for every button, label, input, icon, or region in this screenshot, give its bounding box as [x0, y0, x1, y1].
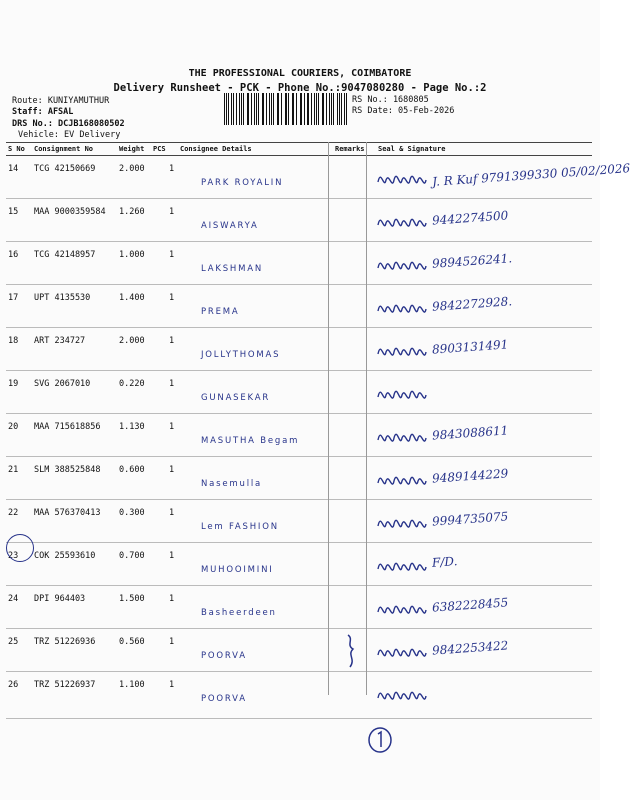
- cell-consignee: PARK ROYALIN: [201, 178, 284, 188]
- handwritten-signature: [372, 161, 631, 196]
- cell-sno: 26: [8, 680, 19, 690]
- runsheet-table: [6, 142, 631, 719]
- barcode-bar: [318, 93, 319, 125]
- vehicle-label: Vehicle: EV Delivery: [18, 130, 121, 140]
- barcode-bar: [236, 93, 237, 125]
- table-row: [6, 629, 592, 672]
- cell-pcs: 1: [169, 594, 175, 604]
- cell-sno: 19: [8, 379, 19, 389]
- cell-pcs: 1: [169, 422, 175, 432]
- route-label: Route: KUNIYAMUTHUR: [12, 96, 110, 106]
- cell-weight: 0.220: [119, 379, 145, 389]
- col-sno: S No: [8, 145, 25, 153]
- cell-consignee: JOLLYTHOMAS: [201, 350, 281, 360]
- handwritten-signature: [372, 463, 592, 497]
- col-consignee: Consignee Details: [180, 145, 252, 153]
- cell-consignment: TCG 42148957: [34, 250, 96, 260]
- handwritten-signature: [372, 334, 592, 368]
- cell-consignee: Nasemulla: [201, 479, 263, 489]
- cell-weight: 0.600: [119, 465, 145, 475]
- cell-consignee: PREMA: [201, 307, 240, 317]
- cell-consignee: Lem FASHION: [201, 522, 279, 532]
- barcode-bar: [329, 93, 330, 125]
- drs-label: DRS No.: DCJB168080502: [12, 119, 125, 129]
- company-title: THE PROFESSIONAL COURIERS, COIMBATORE: [188, 68, 412, 79]
- table-row: [6, 199, 592, 242]
- column-divider: [366, 142, 367, 695]
- column-divider: [328, 142, 329, 695]
- handwritten-phone: 9842253422: [431, 638, 509, 658]
- cell-consignee: MUHOOIMINI: [201, 565, 274, 575]
- signature-scribble: [372, 549, 592, 583]
- cell-consignee: Basheerdeen: [201, 608, 277, 618]
- barcode: [224, 93, 348, 125]
- barcode-bar: [239, 93, 240, 125]
- cell-consignee: POORVA: [201, 694, 247, 704]
- table-row: [6, 285, 592, 328]
- cell-weight: 0.300: [119, 508, 145, 518]
- cell-sno: 14: [8, 164, 19, 174]
- cell-consignee: POORVA: [201, 651, 247, 661]
- handwritten-signature: [372, 291, 592, 325]
- cell-sno: 24: [8, 594, 19, 604]
- col-consignment: Consignment No: [34, 145, 94, 153]
- handwritten-phone: J. R Kuf 9791399330 05/02/2026: [431, 161, 631, 189]
- handwritten-phone: F/D.: [431, 554, 458, 570]
- barcode-bar: [224, 93, 225, 125]
- cell-weight: 1.500: [119, 594, 145, 604]
- cell-consignment: MAA 715618856: [34, 422, 101, 432]
- table-row: [6, 371, 592, 414]
- barcode-bar: [258, 93, 259, 125]
- barcode-bar: [326, 93, 327, 125]
- hand-circled-one: [366, 725, 394, 755]
- cell-sno: 16: [8, 250, 19, 260]
- table-row: [6, 242, 592, 285]
- cell-pcs: 1: [169, 250, 175, 260]
- barcode-bar: [248, 93, 249, 125]
- cell-consignment: TRZ 51226937: [34, 680, 96, 690]
- table-row: [6, 672, 592, 719]
- table-row: [6, 328, 592, 371]
- cell-consignee: MASUTHA Begam: [201, 436, 300, 446]
- cell-consignment: COK 25593610: [34, 551, 96, 561]
- table-row: [6, 500, 592, 543]
- cell-consignment: SLM 388525848: [34, 465, 101, 475]
- cell-consignment: MAA 9000359584: [34, 207, 106, 217]
- handwritten-signature: [372, 549, 592, 583]
- hand-circle-mark: [6, 534, 34, 562]
- handwritten-signature: [372, 506, 592, 540]
- barcode-bar: [288, 93, 289, 125]
- cell-weight: 1.000: [119, 250, 145, 260]
- handwritten-signature: [372, 377, 592, 411]
- table-row: [6, 457, 592, 500]
- cell-consignment: ART 234727: [34, 336, 86, 346]
- barcode-bar: [300, 93, 301, 125]
- col-pcs: PCS: [153, 145, 166, 153]
- barcode-bar: [281, 93, 282, 125]
- handwritten-phone: 9842272928.: [431, 294, 513, 314]
- barcode-bar: [278, 93, 279, 125]
- signature-scribble: [372, 678, 592, 712]
- staff-label: Staff: AFSAL: [12, 107, 74, 117]
- cell-pcs: 1: [169, 465, 175, 475]
- handwritten-phone: 9894526241.: [431, 251, 513, 271]
- handwritten-signature: [372, 205, 592, 239]
- cell-sno: 17: [8, 293, 19, 303]
- rs-number: RS No.: 1680805: [352, 95, 429, 105]
- handwritten-signature: [372, 248, 592, 282]
- cell-pcs: 1: [169, 551, 175, 561]
- barcode-bar: [344, 93, 345, 125]
- cell-pcs: 1: [169, 379, 175, 389]
- cell-pcs: 1: [169, 680, 175, 690]
- cell-consignee: AISWARYA: [201, 221, 259, 231]
- cell-sno: 18: [8, 336, 19, 346]
- cell-pcs: 1: [169, 336, 175, 346]
- handwritten-phone: 9489144229: [431, 466, 509, 486]
- cell-weight: 2.000: [119, 164, 145, 174]
- cell-sno: 15: [8, 207, 19, 217]
- barcode-bar: [307, 93, 308, 125]
- barcode-bar: [296, 93, 297, 125]
- cell-sno: 21: [8, 465, 19, 475]
- barcode-bar: [263, 93, 264, 125]
- table-row: [6, 156, 631, 199]
- cell-consignment: DPI 964403: [34, 594, 86, 604]
- cell-pcs: 1: [169, 508, 175, 518]
- col-seal: Seal & Signature: [378, 145, 446, 153]
- handwritten-phone: 9442274500: [431, 208, 509, 228]
- runsheet-subtitle: Delivery Runsheet - PCK - Phone No.:9047080280 - Page No.:2: [113, 82, 487, 94]
- cell-weight: 1.100: [119, 680, 145, 690]
- cell-pcs: 1: [169, 637, 175, 647]
- cell-consignee: GUNASEKAR: [201, 393, 271, 403]
- cell-pcs: 1: [169, 207, 175, 217]
- cell-weight: 0.700: [119, 551, 145, 561]
- handwritten-phone: 9994735075: [431, 509, 509, 529]
- cell-consignment: UPT 4135530: [34, 293, 91, 303]
- cell-weight: 1.400: [119, 293, 145, 303]
- handwritten-signature: [372, 420, 592, 454]
- barcode-bar: [231, 93, 232, 125]
- cell-sno: 23: [8, 551, 19, 561]
- cell-pcs: 1: [169, 164, 175, 174]
- cell-consignee: LAKSHMAN: [201, 264, 264, 274]
- barcode-bar: [314, 93, 315, 125]
- barcode-bar: [337, 93, 338, 125]
- barcode-bar: [271, 93, 272, 125]
- handwritten-signature: [372, 592, 592, 626]
- hand-remark-mark: [344, 633, 362, 673]
- handwritten-phone: 9843088611: [431, 423, 509, 443]
- table-row: [6, 414, 592, 457]
- table-body: [6, 156, 631, 719]
- cell-consignment: TRZ 51226936: [34, 637, 96, 647]
- cell-weight: 1.130: [119, 422, 145, 432]
- handwritten-phone: 6382228455: [431, 595, 509, 615]
- handwritten-signature: [372, 678, 592, 712]
- cell-weight: 0.560: [119, 637, 145, 647]
- cell-consignment: MAA 576370413: [34, 508, 101, 518]
- signature-scribble: [372, 377, 592, 411]
- cell-weight: 2.000: [119, 336, 145, 346]
- cell-weight: 1.260: [119, 207, 145, 217]
- table-row: [6, 543, 592, 586]
- barcode-bar: [251, 93, 252, 125]
- col-remarks: Remarks: [335, 145, 365, 153]
- rs-date: RS Date: 05-Feb-2026: [352, 106, 455, 116]
- cell-pcs: 1: [169, 293, 175, 303]
- table-row: [6, 586, 592, 629]
- handwritten-phone: 8903131491: [431, 337, 509, 357]
- cell-consignment: SVG 2067010: [34, 379, 91, 389]
- cell-consignment: TCG 42150669: [34, 164, 96, 174]
- cell-sno: 22: [8, 508, 19, 518]
- handwritten-signature: [372, 635, 592, 669]
- cell-sno: 20: [8, 422, 19, 432]
- cell-sno: 25: [8, 637, 19, 647]
- table-header: [6, 142, 592, 156]
- col-weight: Weight: [119, 145, 145, 153]
